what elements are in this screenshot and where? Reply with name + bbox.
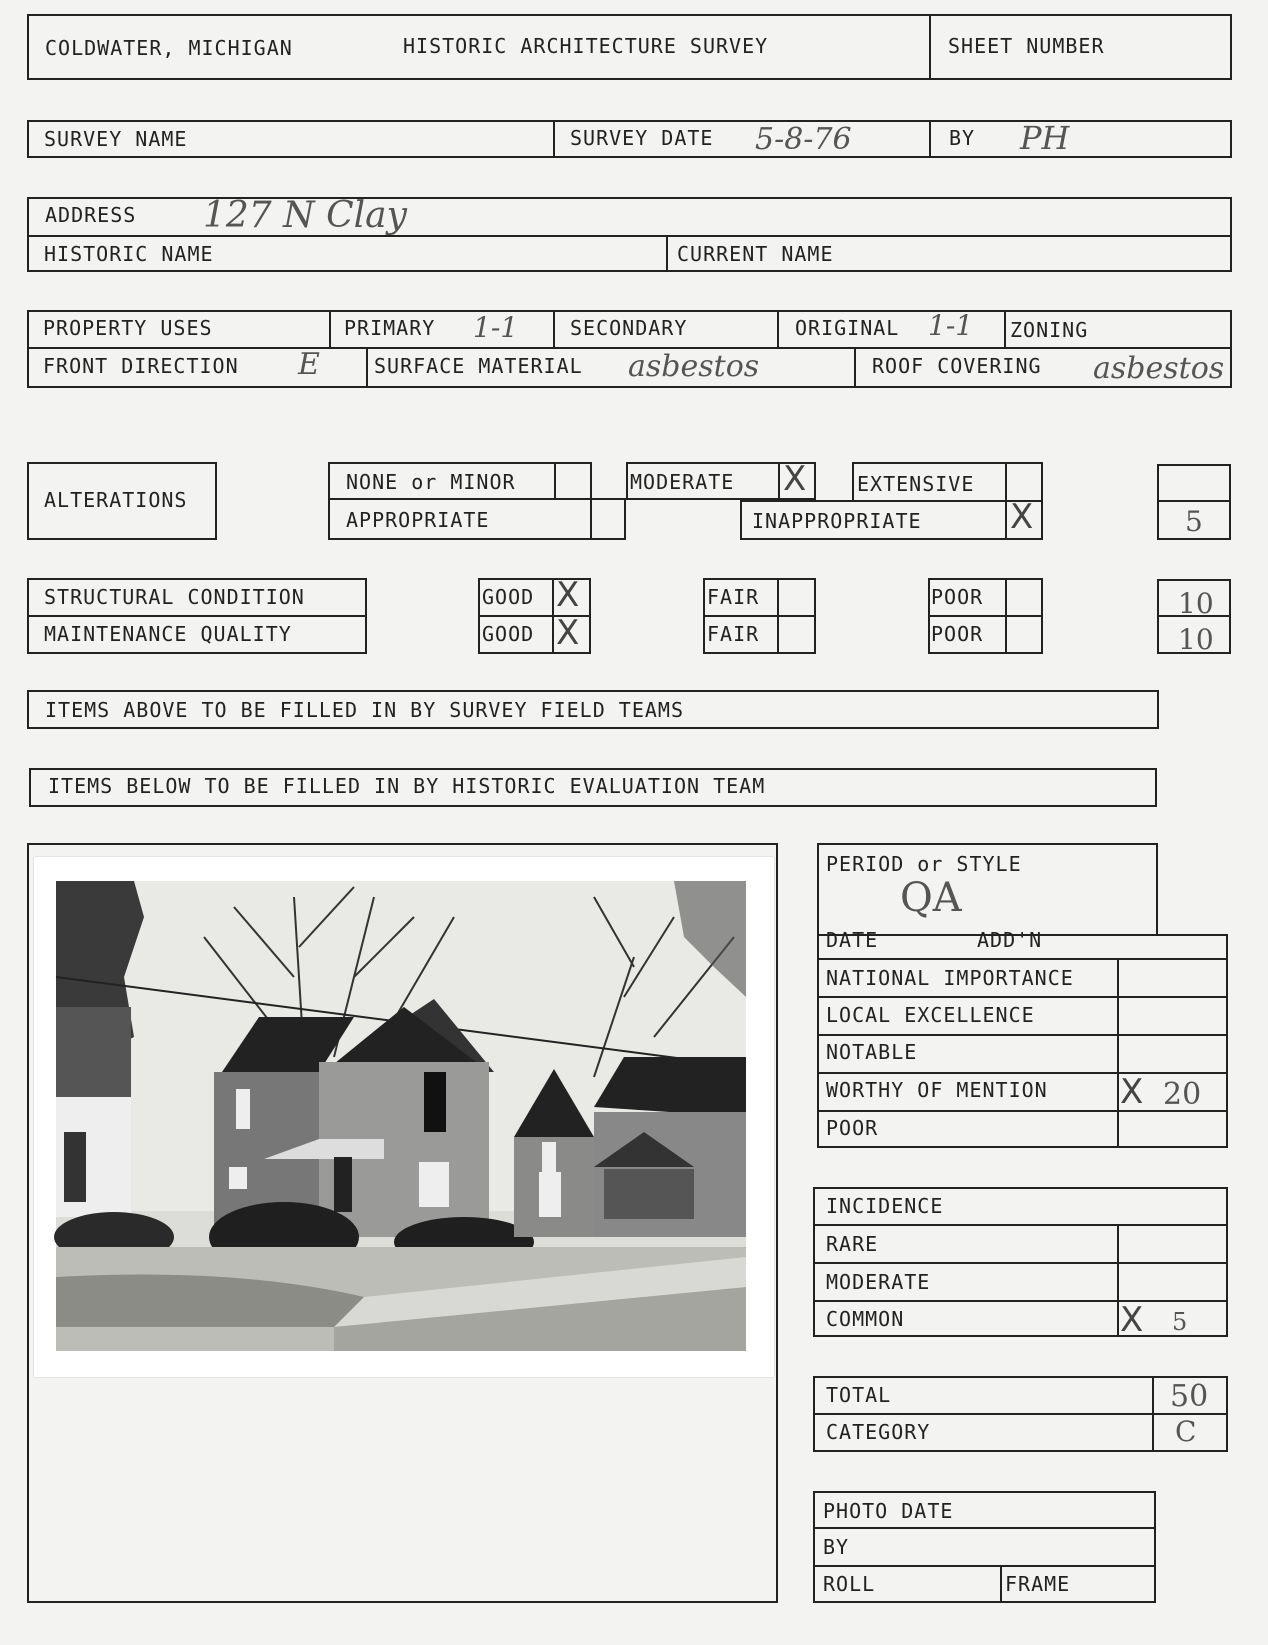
appropriate-check-divider [590, 498, 592, 540]
maintenance-quality-label: MAINTENANCE QUALITY [44, 622, 292, 646]
field-teams-note: ITEMS ABOVE TO BE FILLED IN BY SURVEY FIELD TEAMS [45, 698, 685, 722]
survey-left-line [27, 120, 29, 158]
property-right-line [1230, 310, 1232, 388]
common-label: COMMON [826, 1307, 905, 1331]
national-importance-label: NATIONAL IMPORTANCE [826, 966, 1074, 990]
survey-name-label: SURVEY NAME [44, 127, 188, 151]
evaluation-note-left-line [29, 768, 31, 807]
roof-covering-value: asbestos [1093, 351, 1225, 386]
surface-material-label: SURFACE MATERIAL [374, 354, 583, 378]
poor-divider-h [928, 615, 1043, 617]
alterations-score: 5 [1185, 505, 1203, 538]
roll-label: ROLL [823, 1572, 876, 1596]
surface-material-value: asbestos [628, 349, 760, 384]
photo-info-divider [1000, 1565, 1002, 1603]
incidence-line-1 [813, 1224, 1228, 1226]
eval-score-divider [1117, 958, 1119, 1148]
inappropriate-check-mark: X [1010, 497, 1034, 537]
primary-label: PRIMARY [344, 316, 436, 340]
survey-divider-2 [929, 120, 931, 158]
header-divider [929, 14, 931, 80]
property-uses-label: PROPERTY USES [43, 316, 213, 340]
photo-date-label: PHOTO DATE [823, 1499, 954, 1523]
photo-info-line-2 [813, 1565, 1156, 1567]
address-value: 127 N Clay [203, 195, 407, 236]
address-label: ADDRESS [45, 203, 137, 227]
property-divider-3 [777, 310, 779, 348]
evaluation-note-top-line [29, 768, 1157, 770]
address-divider-vertical [666, 235, 668, 272]
date-label: DATE [826, 928, 879, 952]
incidence-label: INCIDENCE [826, 1194, 944, 1218]
category-value: C [1175, 1415, 1197, 1448]
appropriate-label: APPROPRIATE [346, 508, 490, 532]
common-mark: X [1120, 1300, 1144, 1340]
fair-label-structural: FAIR [707, 585, 760, 609]
survey-right-line [1230, 120, 1232, 158]
evaluation-poor-label: POOR [826, 1116, 879, 1140]
eval-line-1 [817, 958, 1228, 960]
condition-label-divider [27, 615, 367, 617]
frame-label: FRAME [1005, 1572, 1071, 1596]
house-photograph [34, 857, 774, 1377]
front-direction-value: E [298, 347, 320, 382]
property-divider-1 [329, 310, 331, 348]
survey-date-value: 5-8-76 [755, 122, 852, 157]
property-top-line [27, 310, 1232, 312]
photo-frame-bottom [27, 1601, 778, 1603]
secondary-label: SECONDARY [570, 316, 688, 340]
photo-frame-left [27, 843, 29, 1603]
incidence-line-3 [813, 1300, 1228, 1302]
survey-divider-1 [553, 120, 555, 158]
none-minor-check-divider [554, 462, 556, 500]
zoning-label: ZONING [1010, 318, 1089, 342]
moderate-check-divider [778, 462, 780, 500]
property-divider-4 [1004, 310, 1006, 348]
evaluation-note-right-line [1155, 768, 1157, 807]
property-divider-2 [553, 310, 555, 348]
fair-label-maintenance: FAIR [707, 622, 760, 646]
field-note-bottom-line [27, 727, 1159, 729]
roof-covering-label: ROOF COVERING [872, 354, 1042, 378]
survey-by-value: PH [1020, 119, 1070, 157]
maintenance-good-mark: X [556, 613, 580, 653]
maintenance-score: 10 [1178, 623, 1214, 656]
total-value: 50 [1170, 1379, 1209, 1414]
none-minor-label: NONE or MINOR [346, 470, 516, 494]
worthy-of-mention-score: 20 [1163, 1077, 1202, 1112]
category-label: CATEGORY [826, 1420, 931, 1444]
house-photo-image [34, 857, 774, 1377]
notable-label: NOTABLE [826, 1040, 918, 1064]
eval-line-4 [817, 1072, 1228, 1074]
primary-value: 1-1 [473, 311, 519, 344]
alterations-label: ALTERATIONS [44, 488, 188, 512]
worthy-of-mention-mark: X [1120, 1072, 1144, 1112]
photo-by-label: BY [823, 1535, 850, 1559]
photo-frame-top [27, 843, 778, 845]
structural-good-mark: X [556, 575, 580, 615]
extensive-check-divider [1005, 462, 1007, 502]
original-label: ORIGINAL [795, 316, 900, 340]
poor-label-structural: POOR [931, 585, 984, 609]
front-direction-label: FRONT DIRECTION [43, 354, 239, 378]
poor-label-maintenance: POOR [931, 622, 984, 646]
totals-divider-v [1152, 1376, 1154, 1452]
structural-score: 10 [1178, 587, 1214, 620]
extensive-label: EXTENSIVE [857, 472, 975, 496]
property-bottom-line [27, 386, 1232, 388]
survey-date-label: SURVEY DATE [570, 126, 714, 150]
fair-divider-h [703, 615, 816, 617]
photo-frame-right [776, 843, 778, 1603]
evaluation-team-note: ITEMS BELOW TO BE FILLED IN BY HISTORIC EVALUATION TEAM [48, 774, 766, 798]
good-label-structural: GOOD [482, 585, 535, 609]
total-label: TOTAL [826, 1383, 892, 1407]
structural-condition-label: STRUCTURAL CONDITION [44, 585, 305, 609]
photo-info-line-1 [813, 1527, 1156, 1529]
good-label-maintenance: GOOD [482, 622, 535, 646]
common-score: 5 [1172, 1308, 1188, 1336]
incidence-moderate-label: MODERATE [826, 1270, 931, 1294]
totals-divider-h [813, 1413, 1228, 1415]
poor-divider-v [1005, 578, 1007, 654]
form-title: HISTORIC ARCHITECTURE SURVEY [403, 34, 769, 58]
good-divider-v [552, 578, 554, 654]
moderate-check-mark: X [783, 459, 807, 499]
city-label: COLDWATER, MICHIGAN [45, 36, 293, 60]
moderate-label: MODERATE [630, 470, 735, 494]
current-name-label: CURRENT NAME [677, 242, 834, 266]
fair-divider-v [777, 578, 779, 654]
addn-label: ADD'N [977, 928, 1043, 952]
local-excellence-label: LOCAL EXCELLENCE [826, 1003, 1035, 1027]
inappropriate-label: INAPPROPRIATE [752, 509, 922, 533]
rare-label: RARE [826, 1232, 879, 1256]
historic-name-label: HISTORIC NAME [44, 242, 214, 266]
survey-by-label: BY [949, 126, 976, 150]
eval-line-2 [817, 996, 1228, 998]
period-style-label: PERIOD or STYLE [826, 852, 1022, 876]
field-note-right-line [1157, 690, 1159, 729]
eval-line-3 [817, 1034, 1228, 1036]
evaluation-note-bottom-line [29, 805, 1157, 807]
sheet-number-label: SHEET NUMBER [948, 34, 1105, 58]
incidence-line-2 [813, 1262, 1228, 1264]
property-left-line [27, 310, 29, 388]
incidence-score-divider [1117, 1224, 1119, 1337]
original-value: 1-1 [928, 309, 974, 342]
property-divider-6 [854, 347, 856, 388]
property-divider-5 [366, 347, 368, 388]
period-style-value: QA [900, 875, 962, 921]
worthy-of-mention-label: WORTHY OF MENTION [826, 1078, 1048, 1102]
alterations-score-divider [1157, 500, 1231, 502]
field-note-left-line [27, 690, 29, 729]
inappropriate-check-divider [1005, 500, 1007, 540]
field-note-top-line [27, 690, 1159, 692]
